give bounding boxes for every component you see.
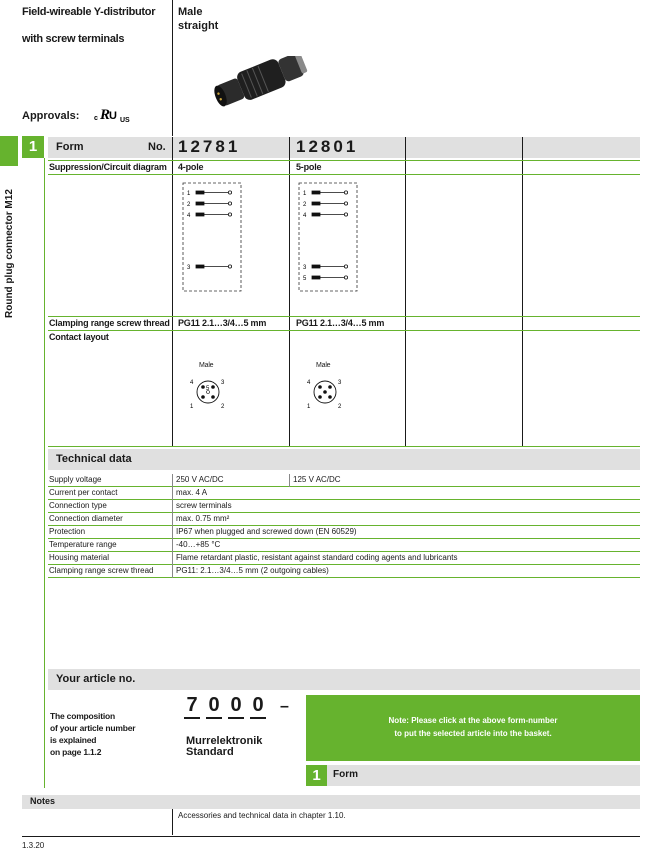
svg-text:4: 4 [190, 380, 194, 386]
svg-text:3: 3 [303, 265, 307, 271]
no-label: No. [148, 141, 166, 153]
circuit-diagram-5pole [298, 182, 358, 292]
svg-text:2: 2 [221, 404, 225, 410]
technical-header-row [48, 449, 640, 470]
tech-col-divider [172, 474, 173, 578]
tech-label: Housing material [49, 553, 110, 562]
article-digit: 0 [250, 694, 266, 719]
tech-value: Flame retardant plastic, resistant against standard coding agents and lubricants [176, 553, 458, 562]
col-divider-4 [522, 137, 523, 447]
col-divider-1 [172, 137, 173, 447]
ul-approval-logo [92, 103, 132, 125]
tech-value: 250 V AC/DC [176, 475, 224, 484]
technical-heading: Technical data [56, 453, 132, 465]
diagram-underline [48, 316, 640, 317]
tech-label: Clamping range screw thread [49, 566, 154, 575]
tech-row [48, 513, 640, 526]
svg-text:4: 4 [307, 380, 311, 386]
tech-label: Current per contact [49, 488, 118, 497]
brand-line1: Murrelektronik [186, 735, 263, 747]
svg-text:1: 1 [303, 191, 307, 197]
tech-value: -40…+85 °C [176, 540, 221, 549]
svg-text:3: 3 [221, 380, 225, 386]
tech-row [48, 552, 640, 565]
tech-value-2: 125 V AC/DC [293, 475, 341, 484]
svg-text:4: 4 [303, 213, 307, 219]
variant-male: Male [178, 6, 203, 18]
pin-label-1: 1 [187, 191, 191, 197]
tech-value: IP67 when plugged and screwed down (EN 60529) [176, 527, 357, 536]
notes-divider [172, 809, 173, 835]
left-green-rule [44, 158, 45, 788]
suppression-label: Suppression/Circuit diagram [49, 162, 167, 172]
pin-label-4: 4 [187, 213, 191, 219]
page-number: 1.3.20 [22, 841, 45, 850]
contact-male-label-5pole: Male [316, 362, 331, 369]
form-header-underline [48, 160, 640, 161]
tech-row [48, 487, 640, 500]
article-dash: – [280, 698, 289, 715]
note-line1: Note: Please click at the above form-number [388, 716, 558, 725]
section-number-tab: 1 [22, 136, 44, 158]
brand-line2: Standard [186, 746, 234, 758]
tech-value: screw terminals [176, 501, 232, 510]
connector-product-image [198, 56, 318, 108]
svg-text:2: 2 [303, 202, 307, 208]
article-number-12801[interactable]: 12801 [296, 137, 359, 156]
svg-text:3: 3 [338, 380, 342, 386]
tech-label: Temperature range [49, 540, 117, 549]
note-box [306, 695, 640, 761]
form-footer-label: Form [333, 769, 358, 780]
form-label: Form [56, 141, 84, 153]
vertical-section-label: Round plug connector M12 [4, 189, 15, 318]
contact-layout-4pole [188, 372, 228, 412]
tech-col-divider-2 [289, 474, 290, 487]
article-heading: Your article no. [56, 673, 136, 685]
svg-text:1: 1 [307, 404, 311, 410]
contact-male-label-4pole: Male [199, 362, 214, 369]
pin-label-3: 3 [187, 265, 191, 271]
article-digit: 0 [206, 694, 222, 719]
tech-value: max. 4 A [176, 488, 208, 497]
tech-label: Connection diameter [49, 514, 123, 523]
svg-text:US: US [120, 117, 130, 124]
tech-value: max. 0.75 mm² [176, 514, 230, 523]
clamping-value-12801: PG11 2.1…3/4…5 mm [296, 318, 385, 328]
circuit-diagram-4pole [182, 182, 242, 292]
tech-label: Supply voltage [49, 475, 102, 484]
contact-layout-underline [48, 446, 640, 447]
contact-layout-5pole [305, 372, 345, 412]
notes-heading: Notes [30, 796, 56, 806]
svg-text:U: U [109, 110, 117, 122]
svg-text:5: 5 [303, 276, 307, 282]
svg-text:R: R [100, 107, 111, 123]
article-digit: 7 [184, 694, 200, 719]
header-divider [172, 0, 173, 136]
svg-text:c: c [94, 115, 98, 122]
col-divider-3 [405, 137, 406, 447]
svg-text:2: 2 [338, 404, 342, 410]
article-number-12781[interactable]: 12781 [178, 137, 241, 156]
notes-text: Accessories and technical data in chapter 1.10. [178, 811, 346, 820]
tech-row [48, 565, 640, 578]
tech-row [48, 539, 640, 552]
tech-value: PG11: 2.1…3/4…5 mm (2 outgoing cables) [176, 566, 329, 575]
clamping-label: Clamping range screw thread [49, 318, 170, 328]
tech-label: Protection [49, 527, 86, 536]
tech-row [48, 500, 640, 513]
pin-label-2: 2 [187, 202, 191, 208]
clamping-value-12781: PG11 2.1…3/4…5 mm [178, 318, 267, 328]
pole-5: 5-pole [296, 162, 322, 172]
suppression-underline [48, 174, 640, 175]
contact-layout-label: Contact layout [49, 332, 109, 342]
svg-text:5: 5 [206, 386, 210, 392]
tech-label: Connection type [49, 501, 107, 510]
col-divider-2 [289, 137, 290, 447]
article-header-row [48, 669, 640, 690]
notes-header-row [22, 795, 640, 809]
product-title-line1: Field-wireable Y-distributor [22, 6, 156, 18]
tech-row [48, 474, 640, 487]
composition-text: The composition of your article number is explained on page 1.1.2 [50, 711, 136, 757]
form-number-button[interactable]: 1 [306, 765, 327, 786]
svg-text:1: 1 [190, 404, 194, 410]
approvals-label: Approvals: [22, 110, 80, 122]
tech-row [48, 526, 640, 539]
notes-bottom-rule [22, 836, 640, 837]
article-digit: 0 [228, 694, 244, 719]
note-line2: to put the selected article into the basket. [394, 729, 552, 738]
product-title-line2: with screw terminals [22, 33, 125, 45]
side-tab-bar [0, 136, 18, 166]
pole-4: 4-pole [178, 162, 204, 172]
clamping-underline [48, 330, 640, 331]
variant-straight: straight [178, 20, 219, 32]
